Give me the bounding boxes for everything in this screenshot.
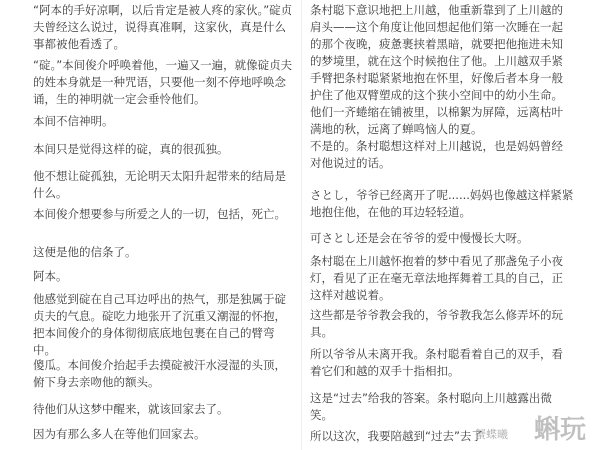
left-paragraph: 本间俊介想要参与所爱之人的一切，包括，死亡。 — [33, 207, 286, 221]
left-paragraph: 这便是他的信条了。 — [33, 245, 137, 259]
right-paragraph: 所以这次，我要陪越到“过去”去了 — [310, 429, 483, 443]
right-paragraph: さとし，爷爷已经离开了呢......妈妈也像越这样紧紧地抱住他，在他的耳边轻轻道。 — [310, 188, 574, 219]
left-paragraph: 本间只是觉得这样的碇，真的很孤独。 — [33, 142, 229, 156]
left-paragraph: 他感觉到碇在自己耳边呼出的热气，那是独属于碇贞夫的气息。碇吃力地张开了沉重又潮湿的怀抱，把本间俊介的身体彻彻底底地包裹在自己的臂弯中。 — [33, 292, 286, 357]
left-paragraph: 本间不信神明。 — [33, 114, 114, 128]
column-divider — [301, 0, 302, 450]
right-paragraph: 这些都是爷爷教会我的，爷爷教我怎么修弄坏的玩具。 — [310, 308, 563, 339]
right-paragraph: 条村聪在上川越怀抱着的梦中看见了那盏兔子小夜灯，看见了正在毫无章法地挥舞着工具的自己，正这样对越说着。 — [310, 254, 563, 302]
left-paragraph: 因为有那么多人在等他们回家去。 — [33, 427, 206, 441]
left-paragraph: 他不想让碇孤独，无论明天太阳升起带来的结局是什么。 — [33, 169, 286, 200]
watermark-logo: 蝌玩 — [533, 415, 586, 445]
right-paragraph: 不是的。条村聪想这样对上川越说，也是妈妈曾经对他说过的话。 — [310, 139, 563, 170]
left-paragraph: “碇。”本间俊介呼唤着他，一遍又一遍，就像碇贞夫的姓本身就是一种咒语，只要他一刻不停地呼唤念诵，生的神明就一定会垂怜他们。 — [33, 58, 293, 106]
left-paragraph: 阿本。 — [33, 269, 68, 283]
left-paragraph: 傻瓜。本间俊介抬起手去摸碇被汗水浸湿的头顶，俯下身去亲吻他的额头。 — [33, 358, 286, 389]
watermark-sub-text: 蟹蝶曦 — [475, 428, 508, 441]
right-paragraph: 可さとし还是会在爷爷的爱中慢慢长大呀。 — [310, 231, 529, 245]
right-paragraph: 这是“过去”给我的答案。条村聪向上川越露出微笑。 — [310, 391, 552, 422]
left-paragraph: 待他们从这梦中醒来，就该回家去了。 — [33, 402, 229, 416]
right-paragraph: 条村聪下意识地把上川越，他重新靠到了上川越的肩头——这个角度让他回想起他们第一次睡在一起的那个夜晚，疲惫裹挟着黑暗，就要把他拖进未知的梦境里，就在这个时候抱住了他。上川越双手紧手臂把条村聪紧紧地抱在怀里，好像后者本身一般护住了他双臂塑成的这个狭小空间中的幼小生命。他们一齐蜷缩在铺被里，以棉絮为屏障，远离枯叶满地的秋，远离了蝉鸣恼人的夏。 — [310, 3, 563, 136]
right-paragraph: 所以爷爷从未离开我。条村聪看着自己的双手，看着它们和越的双手十指相扣。 — [310, 347, 563, 378]
left-paragraph: “阿本的手好凉啊，以后肯定是被人疼的家伙。”碇贞夫曾经这么说过，说得真准啊，这家伙，真是什么事都被他看透了。 — [33, 3, 293, 51]
